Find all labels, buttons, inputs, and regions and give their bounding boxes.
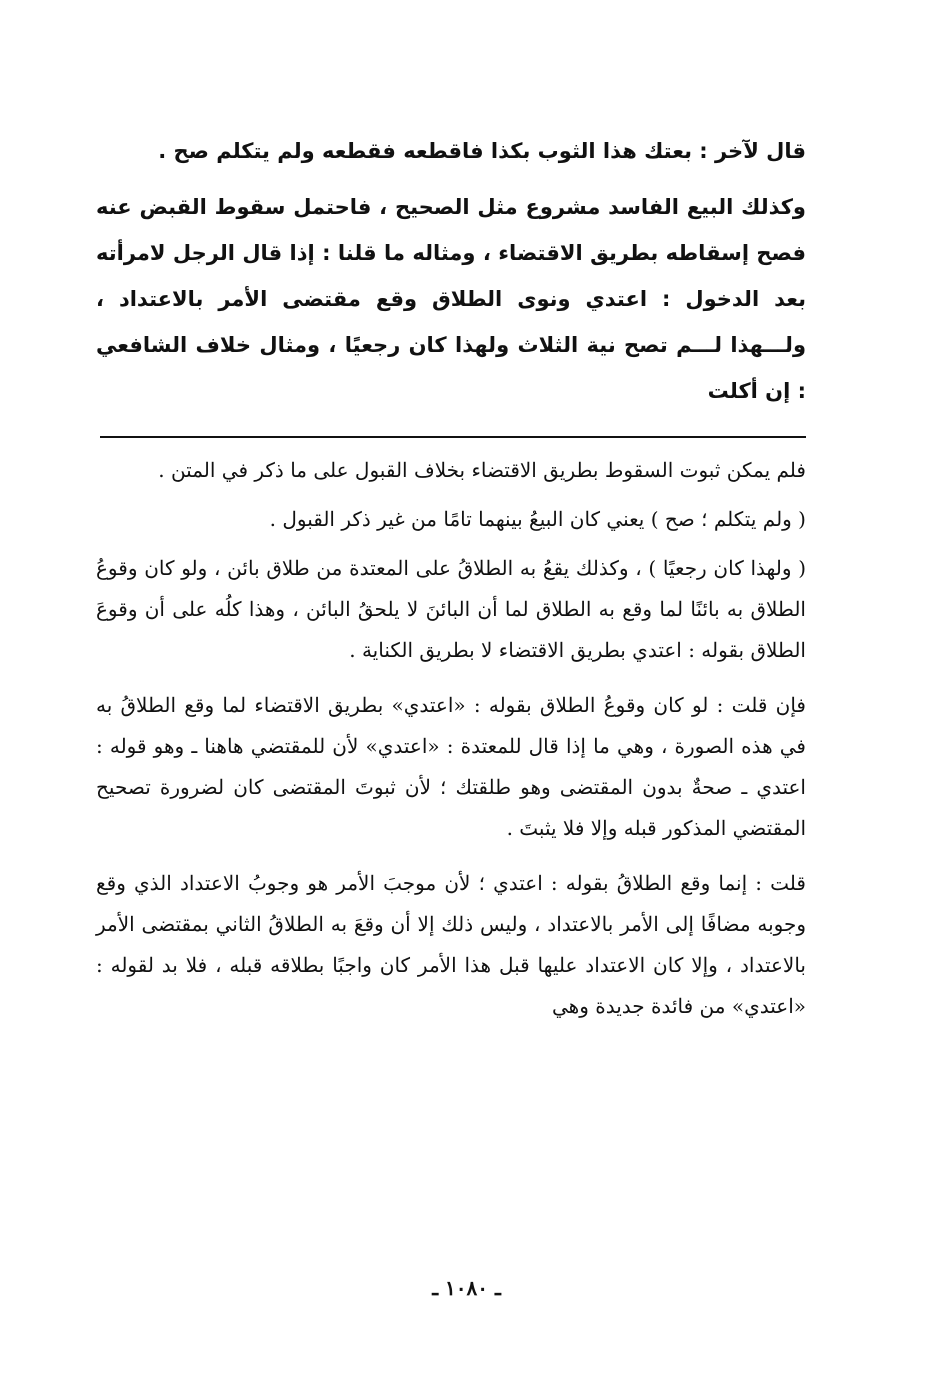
footnote-divider xyxy=(100,436,806,438)
commentary-paragraph-1: فلم يمكن ثبوت السقوط بطريق الاقتضاء بخلاف القبول على ما ذكر في المتن . xyxy=(158,458,806,482)
commentary-paragraph-4: فإن قلت : لو كان وقوعُ الطلاق بقوله : «اعتدي» بطريق الاقتضاء لما وقع الطلاقُ به في هذه الصورة ، وهي ما إذا قال للمعتدة : «اعتدي» لأن للمقتضي هاهنا ـ وهو قوله : اعتدي ـ صحةٌ بدون المقتضى وهو طلقتك ؛ لأن ثبوتَ المقتضى كان لضرورة تصحيح المقتضي المذكور قبله وإلا فلا يثبتَ . xyxy=(96,693,806,840)
main-paragraph: وكذلك البيع الفاسد مشروع مثل الصحيح ، فاحتمل سقوط القبض عنه فصح إسقاطه بطريق الاقتضاء ، ومثاله ما قلنا : إذا قال الرجل لامرأته بعد الدخول : اعتدي ونوى الطلاق وقع مقتضى الأمر بالاعتداد ، ولـــهذا لـــم تصح نية الثلاث ولهذا كان رجعيًا ، ومثال خلاف الشافعي : إن أكلت xyxy=(96,195,806,403)
commentary-paragraph-2: ( ولم يتكلم ؛ صح ) يعني كان البيعُ بينهما تامًا من غير ذكر القبول . xyxy=(269,507,806,531)
commentary-text xyxy=(96,450,806,1027)
commentary-paragraph-3: ( ولهذا كان رجعيًا ) ، وكذلك يقعُ به الطلاقُ على المعتدة من طلاق بائن ، ولو كان وقوعُ الطلاق به بائنًا لما وقع به الطلاق لما أن البائنَ لا يلحقُ البائن ، وهذا كلُه على أن وقوعَ الطلاق بقوله : اعتدي بطريق الاقتضاء لا بطريق الكناية . xyxy=(96,556,806,662)
main-text xyxy=(96,128,806,414)
main-line-1: قال لآخر : بعتك هذا الثوب بكذا فاقطعه فقطعه ولم يتكلم صح . xyxy=(158,139,806,163)
page-body xyxy=(96,128,806,1035)
commentary-paragraph-5: قلت : إنما وقع الطلاقُ بقوله : اعتدي ؛ لأن موجبَ الأمر هو وجوبُ الاعتداد الذي وقع وجوبه مضافًا إلى الأمر بالاعتداد ، وليس ذلك إلا أن وقعَ به الطلاقُ الثاني بمقتضى الأمر بالاعتداد ، وإلا كان الاعتداد عليها قبل هذا الأمر كان واجبًا بطلاقه قبله ، فلا بد لقوله : «اعتدي» من فائدة جديدة وهي xyxy=(96,871,806,1018)
page-number: ـ ١٠٨٠ ـ xyxy=(432,1276,501,1300)
